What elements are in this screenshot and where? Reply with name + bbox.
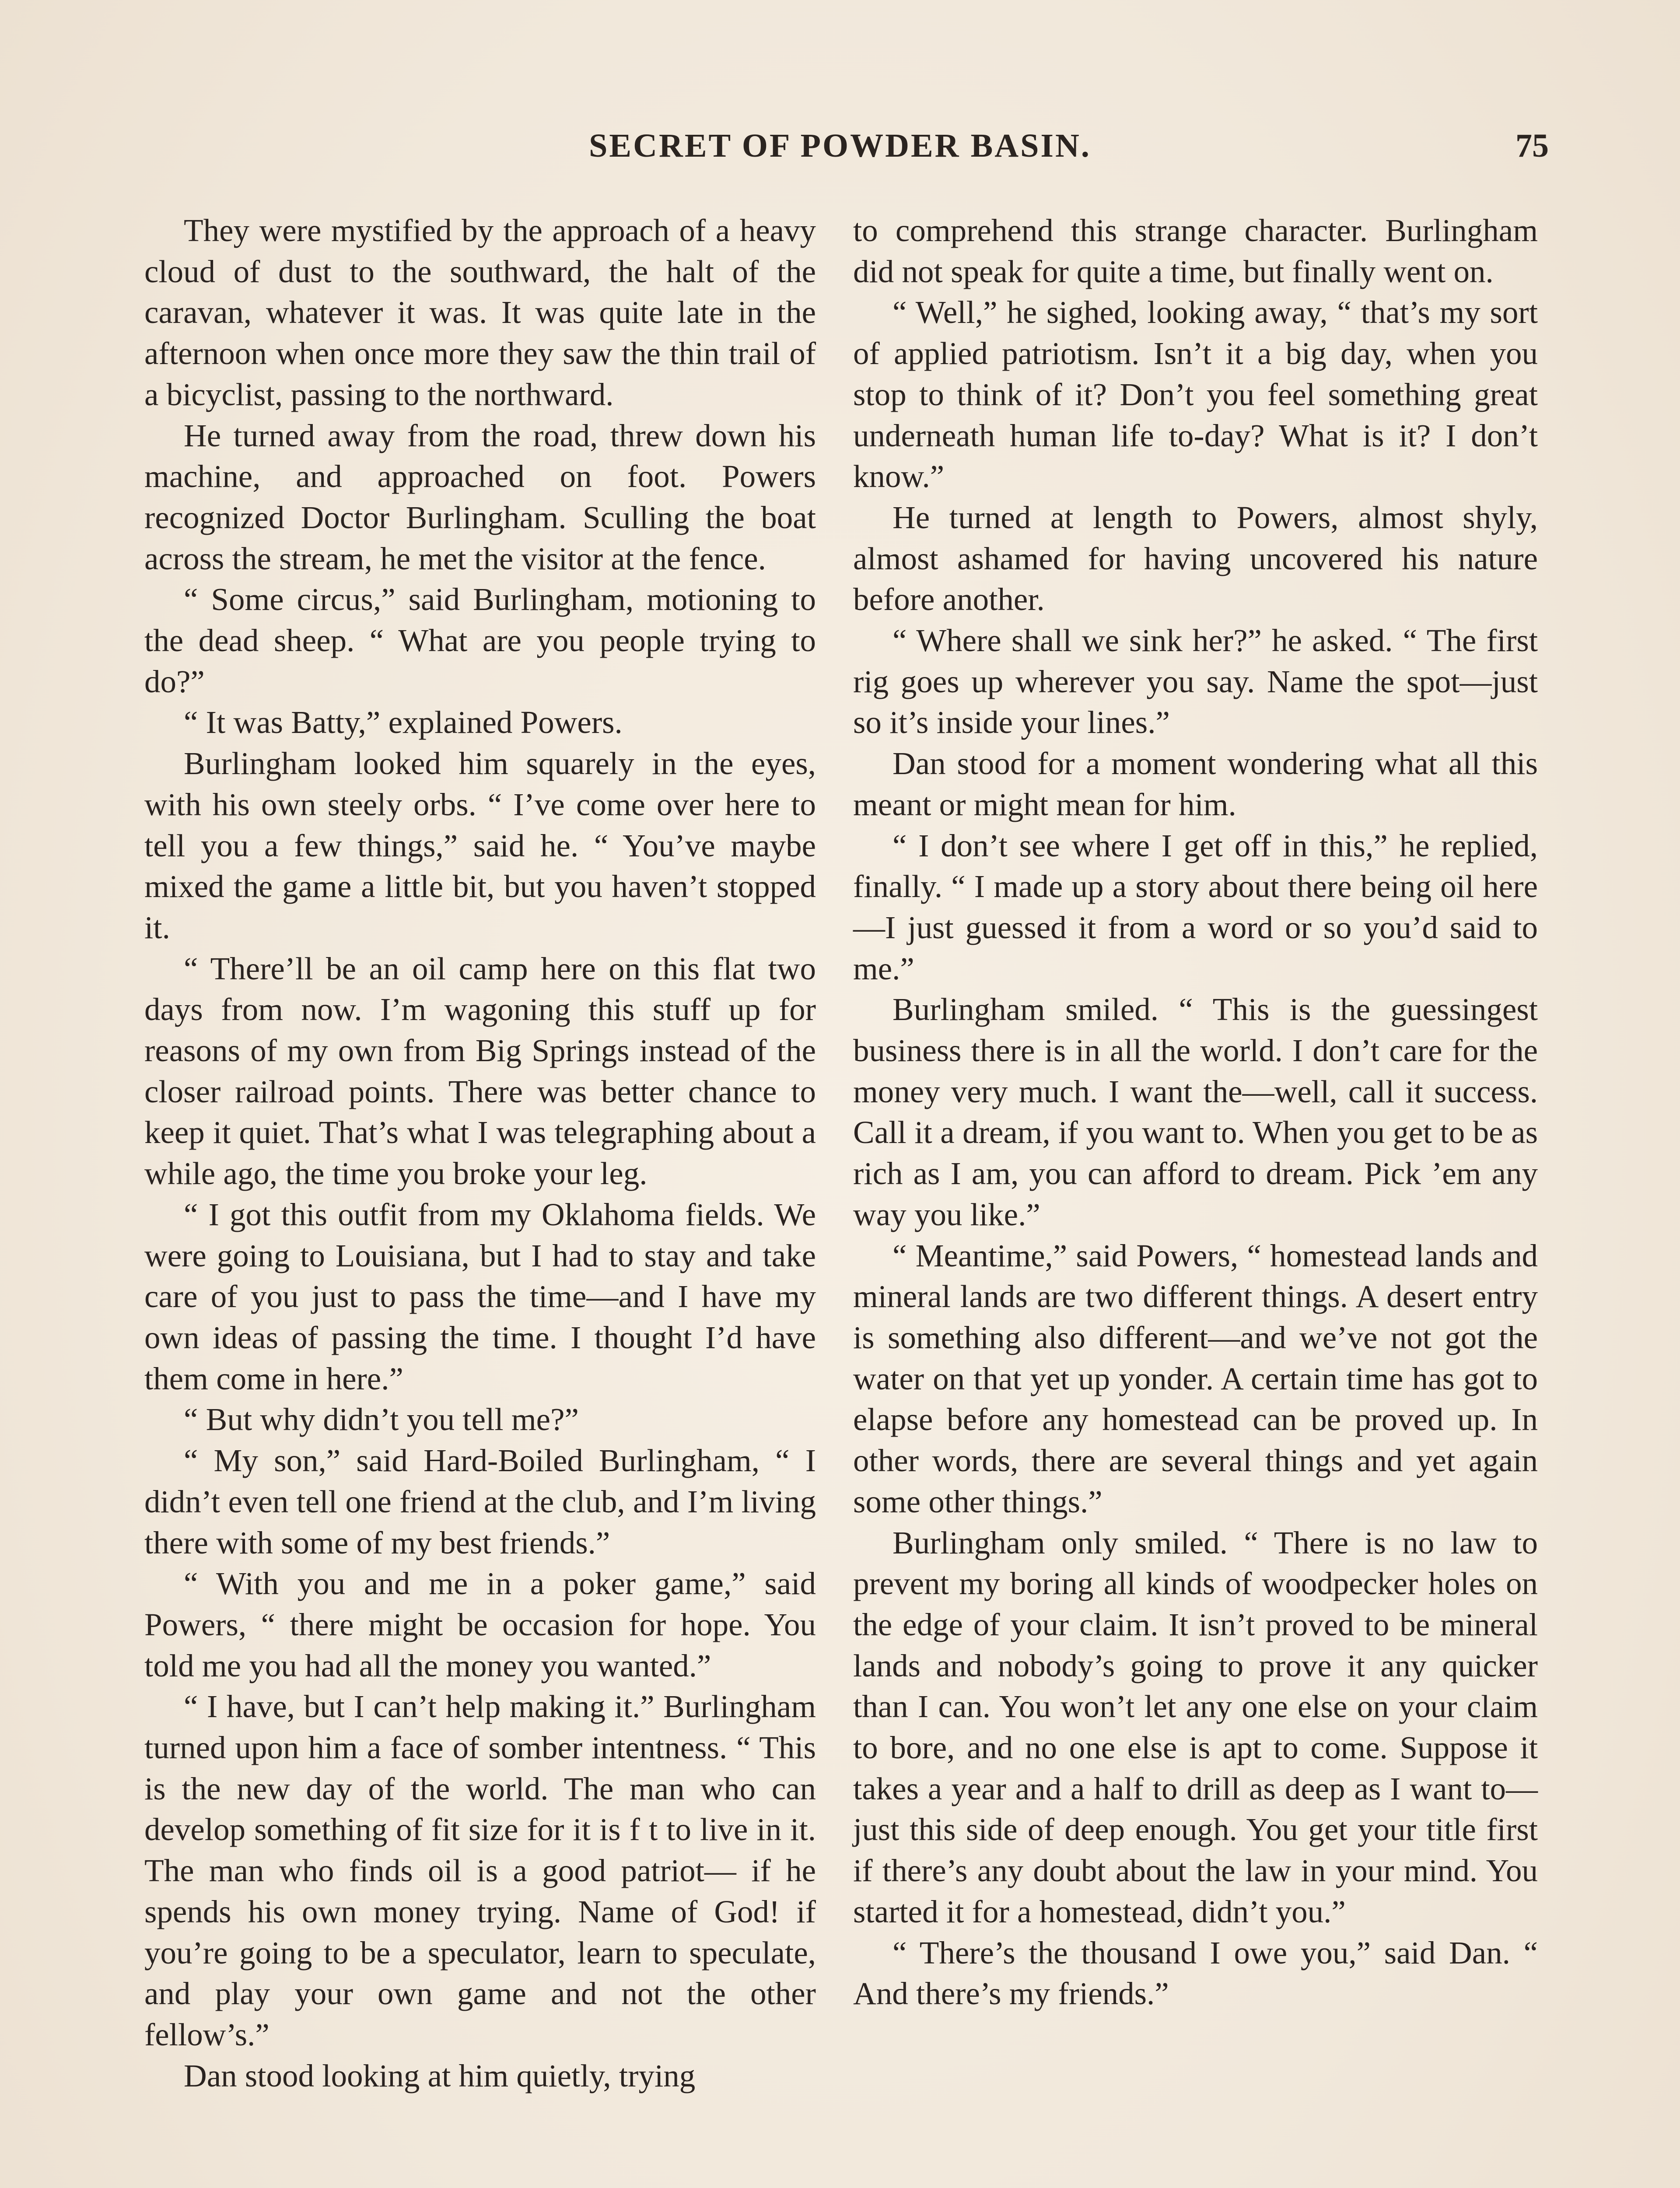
page-number: 75	[1516, 127, 1549, 164]
paragraph: “ Well,” he sighed, looking away, “ that’s my sort of applied patriotism. Isn’t it a big day, when you stop to think of it? Don’t you feel something great underneath human life to-day? What is it? I don’t know.”	[853, 295, 1538, 494]
paragraph: “ Some circus,” said Burlingham, motioning to the dead sheep. “ What are you people trying to do?”	[144, 582, 816, 699]
paragraph: “ I don’t see where I get off in this,” he replied, finally. “ I made up a story about there being oil here—I just guessed it from a word or so you’d said to me.”	[853, 828, 1538, 986]
paragraph: Dan stood looking at him quietly, trying	[184, 2058, 696, 2093]
paragraph: Dan stood for a moment wondering what all this meant or might mean for him.	[853, 746, 1538, 822]
running-title: SECRET OF POWDER BASIN.	[589, 127, 1091, 164]
paragraph: He turned away from the road, threw down his machine, and approached on foot. Powers recognized Doctor Burlingham. Sculling the boat across the stream, he met the visitor at the fence.	[144, 417, 816, 576]
paragraph: “ I have, but I can’t help making it.” Burlingham turned upon him a face of somber intentness. “ This is the new day of the world. The man who can develop something of fit size for it is f t to live in it. The man who finds oil is a good patriot— if he spends his own money trying. Name of God! if you’re going to be a speculator, learn to speculate, and play your own game and not the other fellow’s.”	[144, 1689, 816, 2052]
paragraph: Burlingham looked him squarely in the eyes, with his own steely orbs. “ I’ve come over here to tell you a few things,” said he. “ You’ve maybe mixed the game a little bit, but you haven’t stopped it.	[144, 746, 816, 945]
right-column	[853, 210, 1538, 2014]
paragraph: “ Where shall we sink her?” he asked. “ The first rig goes up wherever you say. Name the spot—just so it’s inside your lines.”	[853, 623, 1538, 740]
paragraph: “ There’ll be an oil camp here on this flat two days from now. I’m wagoning this stuff up for reasons of my own from Big Springs instead of the closer railroad points. There was better chance to keep it quiet. That’s what I was telegraphing about a while ago, the time you broke your leg.	[144, 950, 816, 1192]
paragraph: They were mystified by the approach of a heavy cloud of dust to the southward, the halt of the caravan, whatever it was. It was quite late in the afternoon when once more they saw the thin trail of a bicyclist, passing to the northward.	[144, 213, 816, 412]
page-header	[0, 127, 1680, 184]
paragraph: “ With you and me in a poker game,” said Powers, “ there might be occasion for hope. You told me you had all the money you wanted.”	[144, 1566, 816, 1683]
left-column	[144, 210, 816, 2096]
paragraph: “ Meantime,” said Powers, “ homestead lands and mineral lands are two different things. A desert entry is something also different—and we’ve not got the water on that yet up yonder. A certain time has got to elapse before any homestead can be proved up. In other words, there are several things and yet again some other things.”	[853, 1238, 1538, 1519]
paragraph: “ I got this outfit from my Oklahoma fields. We were going to Louisiana, but I had to stay and take care of you just to pass the time—and I have my own ideas of passing the time. I thought I’d have them come in here.”	[144, 1196, 816, 1396]
paragraph: “ There’s the thousand I owe you,” said Dan. “ And there’s my friends.”	[853, 1935, 1538, 2012]
paragraph: “ My son,” said Hard-Boiled Burlingham, “ I didn’t even tell one friend at the club, and I’m living there with some of my best friends.”	[144, 1443, 816, 1560]
paragraph: He turned at length to Powers, almost shyly, almost ashamed for having uncovered his nature before another.	[853, 499, 1538, 617]
paragraph: “ It was Batty,” explained Powers.	[184, 705, 623, 740]
paragraph: Burlingham smiled. “ This is the guessingest business there is in all the world. I don’t care for the money very much. I want the—well, call it success. Call it a dream, if you want to. When you get to be as rich as I am, you can afford to dream. Pick ’em any way you like.”	[853, 992, 1538, 1232]
paragraph-continued: to comprehend this strange character. Burlingham did not speak for quite a time, but finally went on.	[853, 213, 1538, 289]
paragraph: Burlingham only smiled. “ There is no law to prevent my boring all kinds of woodpecker holes on the edge of your claim. It isn’t proved to be mineral lands and nobody’s going to prove it any quicker than I can. You won’t let any one else on your claim to bore, and no one else is apt to come. Suppose it takes a year and a half to drill as deep as I want to—just this side of deep enough. You get your title first if there’s any doubt about the law in your mind. You started it for a homestead, didn’t you.”	[853, 1525, 1538, 1929]
paragraph: “ But why didn’t you tell me?”	[184, 1402, 579, 1438]
